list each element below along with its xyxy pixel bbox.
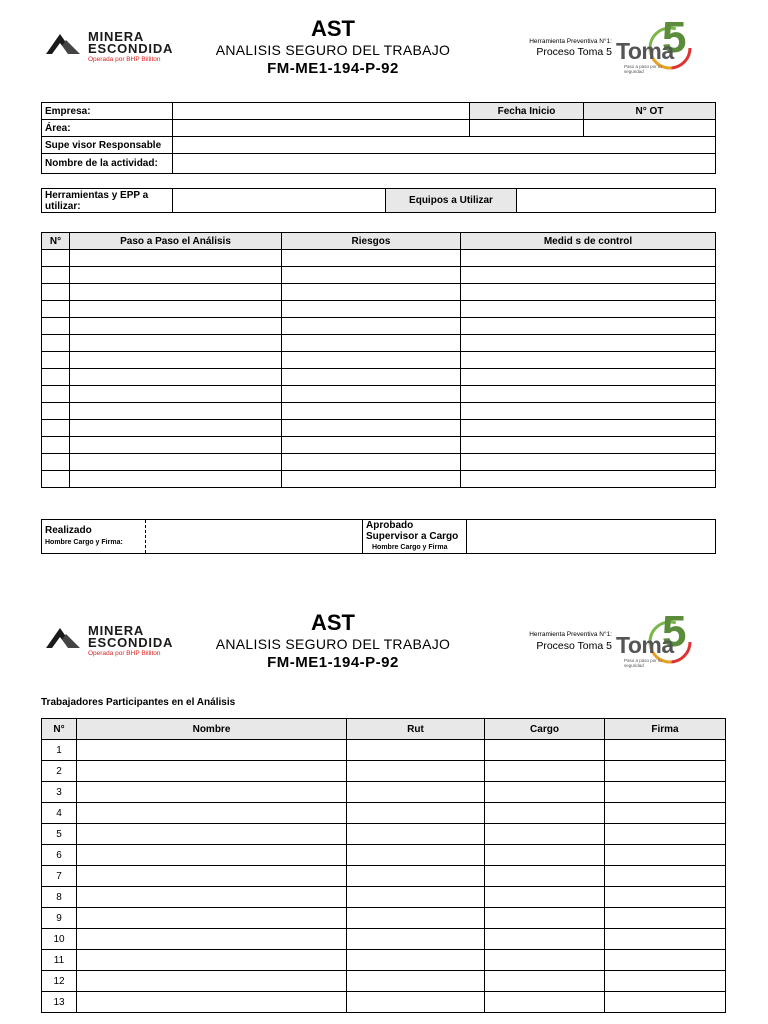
riesgos-cell[interactable]	[282, 335, 461, 352]
rut-cell[interactable]	[347, 824, 485, 845]
riesgos-cell[interactable]	[282, 471, 461, 488]
n-cell[interactable]	[42, 420, 70, 437]
company-name-line2: ESCONDIDA	[88, 635, 174, 650]
table-row	[42, 301, 716, 318]
cargo-cell[interactable]	[485, 908, 605, 929]
aprobado-line2: Supervisor a Cargo	[366, 531, 459, 542]
cargo-cell[interactable]	[485, 887, 605, 908]
row-number: 12	[42, 971, 77, 992]
nombre-cell[interactable]	[77, 761, 347, 782]
doc-title: AST	[311, 610, 355, 635]
table-row	[42, 782, 726, 803]
area-field[interactable]	[173, 120, 470, 137]
table-row	[42, 369, 716, 386]
firma-cell[interactable]	[605, 740, 726, 761]
nombre-cell[interactable]	[77, 992, 347, 1013]
firma-cell[interactable]	[605, 908, 726, 929]
table-row	[42, 454, 716, 471]
medidas-cell[interactable]	[461, 318, 716, 335]
paso-cell[interactable]	[70, 335, 282, 352]
riesgos-cell[interactable]	[282, 318, 461, 335]
n-cell[interactable]	[42, 369, 70, 386]
toma-tagline: Paso a paso por tu seguridad	[624, 64, 662, 74]
table-row	[42, 335, 716, 352]
table-row	[42, 386, 716, 403]
table-row	[42, 403, 716, 420]
doc-code: FM-ME1-194-P-92	[267, 60, 399, 77]
firma-cell[interactable]	[605, 803, 726, 824]
table-row	[42, 352, 716, 369]
participants-title: Trabajadores Participantes en el Análisis	[41, 697, 236, 708]
participants-table	[41, 718, 726, 1013]
rut-cell[interactable]	[347, 887, 485, 908]
table-row	[42, 740, 726, 761]
nombre-cell[interactable]	[77, 824, 347, 845]
equipos-field[interactable]	[517, 189, 716, 213]
n-cell[interactable]	[42, 352, 70, 369]
doc-code: FM-ME1-194-P-92	[267, 654, 399, 671]
medidas-cell[interactable]	[461, 437, 716, 454]
paso-cell[interactable]	[70, 454, 282, 471]
paso-cell[interactable]	[70, 318, 282, 335]
riesgos-cell[interactable]	[282, 437, 461, 454]
table-row	[42, 420, 716, 437]
riesgos-cell[interactable]	[282, 267, 461, 284]
doc-title: AST	[311, 16, 355, 41]
n-ot-label: N° OT	[584, 103, 716, 120]
firma-cell[interactable]	[605, 824, 726, 845]
participants-header-rut: Rut	[347, 719, 485, 740]
cargo-cell[interactable]	[485, 992, 605, 1013]
row-number: 9	[42, 908, 77, 929]
paso-cell[interactable]	[70, 420, 282, 437]
paso-cell[interactable]	[70, 471, 282, 488]
row-number: 1	[42, 740, 77, 761]
medidas-cell[interactable]	[461, 267, 716, 284]
cargo-cell[interactable]	[485, 824, 605, 845]
table-row	[42, 929, 726, 950]
tools-table	[41, 188, 716, 213]
n-cell[interactable]	[42, 335, 70, 352]
doc-subtitle: ANALISIS SEGURO DEL TRABAJO	[215, 636, 451, 652]
nombre-cell[interactable]	[77, 929, 347, 950]
medidas-cell[interactable]	[461, 420, 716, 437]
table-row	[42, 437, 716, 454]
area-label: Área:	[42, 120, 173, 137]
riesgos-cell[interactable]	[282, 454, 461, 471]
table-row	[42, 803, 726, 824]
analysis-header-medidas: Medid s de control	[461, 233, 716, 250]
table-row	[42, 471, 716, 488]
toma-tagline: Paso a paso por tu seguridad	[624, 658, 662, 668]
row-number: 3	[42, 782, 77, 803]
company-name-line1: MINERA	[88, 623, 145, 638]
toma-word: Toma	[616, 632, 674, 658]
medidas-cell[interactable]	[461, 335, 716, 352]
analysis-table	[41, 232, 716, 488]
firma-cell[interactable]	[605, 887, 726, 908]
herramientas-field[interactable]	[173, 189, 386, 213]
medidas-cell[interactable]	[461, 301, 716, 318]
tool-label: Herramienta Preventiva N°1:	[529, 38, 612, 45]
row-number: 4	[42, 803, 77, 824]
medidas-cell[interactable]	[461, 471, 716, 488]
paso-cell[interactable]	[70, 386, 282, 403]
firma-cell[interactable]	[605, 782, 726, 803]
firma-cell[interactable]	[605, 929, 726, 950]
row-number: 8	[42, 887, 77, 908]
table-row	[42, 267, 716, 284]
n-cell[interactable]	[42, 318, 70, 335]
medidas-cell[interactable]	[461, 369, 716, 386]
nombre-cell[interactable]	[77, 908, 347, 929]
aprobado-cell	[363, 520, 467, 554]
firma-cell[interactable]	[605, 866, 726, 887]
rut-cell[interactable]	[347, 929, 485, 950]
paso-cell[interactable]	[70, 403, 282, 420]
firma-cell[interactable]	[605, 992, 726, 1013]
herramientas-label: Herramientas y EPP a utilizar:	[42, 189, 173, 213]
minera-escondida-logo-icon	[44, 624, 82, 650]
n-cell[interactable]	[42, 403, 70, 420]
table-row	[42, 866, 726, 887]
riesgos-cell[interactable]	[282, 250, 461, 267]
participants-header-firma: Firma	[605, 719, 726, 740]
fecha-inicio-field[interactable]	[470, 120, 584, 137]
minera-escondida-logo-icon	[44, 30, 82, 56]
doc-subtitle: ANALISIS SEGURO DEL TRABAJO	[215, 42, 451, 58]
table-row	[42, 250, 716, 267]
table-row	[42, 284, 716, 301]
nombre-cell[interactable]	[77, 887, 347, 908]
realizado-sub: Hombre Cargo y Firma:	[45, 538, 123, 546]
table-row	[42, 971, 726, 992]
table-row	[42, 845, 726, 866]
rut-cell[interactable]	[347, 845, 485, 866]
table-row	[42, 950, 726, 971]
analysis-body	[42, 250, 716, 488]
riesgos-cell[interactable]	[282, 284, 461, 301]
medidas-cell[interactable]	[461, 352, 716, 369]
rut-cell[interactable]	[347, 950, 485, 971]
cargo-cell[interactable]	[485, 929, 605, 950]
cargo-cell[interactable]	[485, 950, 605, 971]
fecha-inicio-label: Fecha Inicio	[470, 103, 584, 120]
analysis-header-n: N°	[42, 233, 70, 250]
supervisor-field[interactable]	[173, 137, 716, 154]
rut-cell[interactable]	[347, 761, 485, 782]
cargo-cell[interactable]	[485, 845, 605, 866]
row-number: 7	[42, 866, 77, 887]
realizado-label: Realizado	[45, 524, 92, 536]
rut-cell[interactable]	[347, 908, 485, 929]
nombre-cell[interactable]	[77, 803, 347, 824]
paso-cell[interactable]	[70, 250, 282, 267]
rut-cell[interactable]	[347, 782, 485, 803]
medidas-cell[interactable]	[461, 454, 716, 471]
supervisor-label: Supe visor Responsable	[42, 137, 173, 154]
rut-cell[interactable]	[347, 992, 485, 1013]
table-row	[42, 908, 726, 929]
participants-header-n: N°	[42, 719, 77, 740]
nombre-cell[interactable]	[77, 740, 347, 761]
table-row	[42, 887, 726, 908]
riesgos-cell[interactable]	[282, 386, 461, 403]
paso-cell[interactable]	[70, 369, 282, 386]
paso-cell[interactable]	[70, 284, 282, 301]
riesgos-cell[interactable]	[282, 420, 461, 437]
toma-number: 5	[662, 607, 687, 656]
realizado-field[interactable]	[146, 520, 363, 554]
cargo-cell[interactable]	[485, 782, 605, 803]
cargo-cell[interactable]	[485, 971, 605, 992]
firma-cell[interactable]	[605, 761, 726, 782]
aprobado-sub: Hombre Cargo y Firma	[372, 544, 448, 551]
actividad-label: Nombre de la actividad:	[42, 154, 173, 174]
tool-label: Herramienta Preventiva N°1:	[529, 631, 612, 638]
row-number: 13	[42, 992, 77, 1013]
aprobado-field[interactable]	[467, 520, 716, 554]
cargo-cell[interactable]	[485, 866, 605, 887]
realizado-cell	[42, 520, 146, 554]
participants-header-nombre: Nombre	[77, 719, 347, 740]
nombre-cell[interactable]	[77, 950, 347, 971]
nombre-cell[interactable]	[77, 782, 347, 803]
firma-cell[interactable]	[605, 971, 726, 992]
n-ot-field[interactable]	[584, 120, 716, 137]
paso-cell[interactable]	[70, 352, 282, 369]
paso-cell[interactable]	[70, 267, 282, 284]
company-subtitle: Operada por BHP Billiton	[88, 650, 161, 657]
tool-process: Proceso Toma 5	[536, 46, 612, 58]
medidas-cell[interactable]	[461, 284, 716, 301]
n-cell[interactable]	[42, 454, 70, 471]
rut-cell[interactable]	[347, 803, 485, 824]
signoff-table	[41, 519, 716, 554]
nombre-cell[interactable]	[77, 971, 347, 992]
tool-process: Proceso Toma 5	[536, 640, 612, 652]
n-cell[interactable]	[42, 250, 70, 267]
info-table	[41, 102, 716, 174]
medidas-cell[interactable]	[461, 386, 716, 403]
empresa-field[interactable]	[173, 103, 470, 120]
aprobado-label: Aprobado	[366, 520, 414, 531]
table-row	[42, 761, 726, 782]
equipos-label: Equipos a Utilizar	[386, 189, 517, 213]
participants-body	[42, 740, 726, 1013]
n-cell[interactable]	[42, 284, 70, 301]
riesgos-cell[interactable]	[282, 301, 461, 318]
company-name-line1: MINERA	[88, 29, 145, 44]
nombre-cell[interactable]	[77, 845, 347, 866]
row-number: 5	[42, 824, 77, 845]
table-row	[42, 992, 726, 1013]
n-cell[interactable]	[42, 386, 70, 403]
table-row	[42, 318, 716, 335]
row-number: 11	[42, 950, 77, 971]
row-number: 10	[42, 929, 77, 950]
cargo-cell[interactable]	[485, 803, 605, 824]
firma-cell[interactable]	[605, 950, 726, 971]
rut-cell[interactable]	[347, 740, 485, 761]
toma-number: 5	[662, 13, 687, 62]
riesgos-cell[interactable]	[282, 352, 461, 369]
company-subtitle: Operada por BHP Billiton	[88, 56, 161, 63]
medidas-cell[interactable]	[461, 403, 716, 420]
analysis-header-paso: Paso a Paso el Análisis	[70, 233, 282, 250]
actividad-field[interactable]	[173, 154, 716, 174]
firma-cell[interactable]	[605, 845, 726, 866]
analysis-header-riesgos: Riesgos	[282, 233, 461, 250]
cargo-cell[interactable]	[485, 740, 605, 761]
n-cell[interactable]	[42, 301, 70, 318]
riesgos-cell[interactable]	[282, 403, 461, 420]
row-number: 2	[42, 761, 77, 782]
riesgos-cell[interactable]	[282, 369, 461, 386]
table-row	[42, 824, 726, 845]
cargo-cell[interactable]	[485, 761, 605, 782]
paso-cell[interactable]	[70, 437, 282, 454]
medidas-cell[interactable]	[461, 250, 716, 267]
empresa-label: Empresa:	[42, 103, 173, 120]
participants-header-cargo: Cargo	[485, 719, 605, 740]
toma-word: Toma	[616, 38, 674, 64]
rut-cell[interactable]	[347, 971, 485, 992]
company-name-line2: ESCONDIDA	[88, 41, 174, 56]
n-cell[interactable]	[42, 471, 70, 488]
nombre-cell[interactable]	[77, 866, 347, 887]
row-number: 6	[42, 845, 77, 866]
rut-cell[interactable]	[347, 866, 485, 887]
n-cell[interactable]	[42, 437, 70, 454]
n-cell[interactable]	[42, 267, 70, 284]
paso-cell[interactable]	[70, 301, 282, 318]
